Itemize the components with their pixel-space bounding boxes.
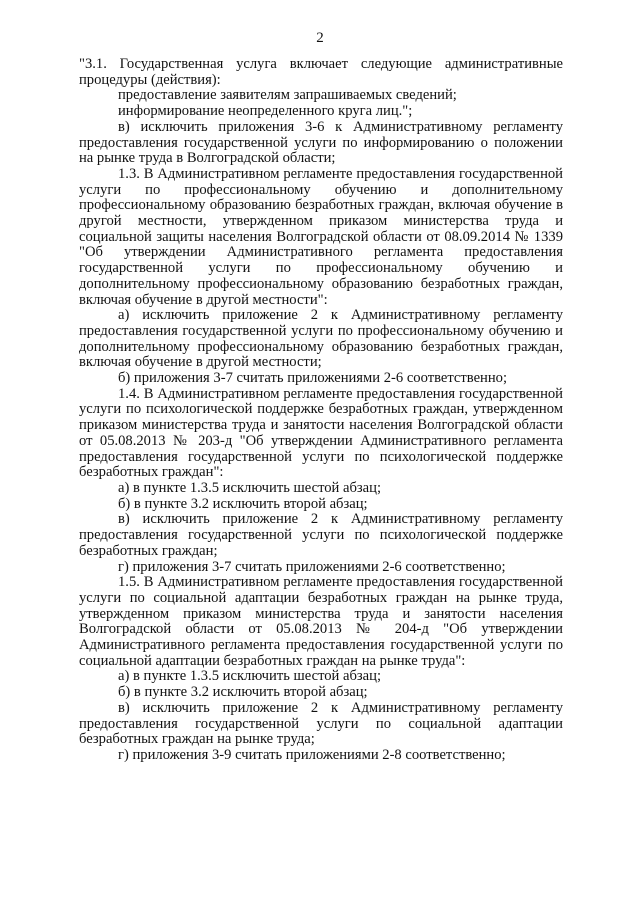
paragraph: а) в пункте 1.3.5 исключить шестой абзац; bbox=[118, 479, 382, 496]
paragraph: "3.1. Государственная услуга включает следующие административные процедуры (действия): bbox=[79, 56, 563, 88]
paragraph: в) исключить приложение 2 к Административному регламенту предоставления государственной услуги по психологической поддержке безработных граждан; bbox=[79, 511, 563, 559]
paragraph: 1.5. В Административном регламенте предоставления государственной услуги по социальной адаптации безработных граждан на рынке труда, утвержденном приказом министерства труда и занятости населения Волгоградской области от 05.08.2013 № 204-д "Об утверждении Административного регламента предоставления государственной услуги по социальной адаптации безработных граждан на рынке труда": bbox=[79, 574, 563, 669]
page-number: 2 bbox=[316, 30, 324, 46]
paragraph: г) приложения 3-9 считать приложениями 2-8 соответственно; bbox=[118, 746, 506, 763]
paragraph: в) исключить приложение 2 к Административному регламенту предоставления государственной услуги по социальной адаптации безработных граждан на рынке труда; bbox=[79, 699, 563, 748]
paragraph: информирование неопределенного круга лиц."; bbox=[118, 103, 413, 120]
paragraph: в) исключить приложения 3-6 к Административному регламенту предоставления государственной услуги по информированию о положении на рынке труда в Волгоградской области; bbox=[79, 118, 563, 167]
paragraph: б) в пункте 3.2 исключить второй абзац; bbox=[118, 495, 368, 512]
paragraph: а) в пункте 1.3.5 исключить шестой абзац; bbox=[118, 668, 382, 685]
paragraph: б) в пункте 3.2 исключить второй абзац; bbox=[118, 684, 368, 701]
paragraph: г) приложения 3-7 считать приложениями 2-6 соответственно; bbox=[118, 558, 506, 575]
paragraph: 1.4. В Административном регламенте предоставления государственной услуги по психологической поддержке безработных граждан, утвержденном приказом министерства труда и занятости населения Волгоградской области от 05.08.2013 № 203-д "Об утверждении Административного регламента предоставления государственной услуги по психологической поддержке безработных граждан": bbox=[79, 385, 563, 481]
paragraph: а) исключить приложение 2 к Административному регламенту предоставления государственной услуги по профессиональному обучению и дополнительному профессиональному образованию безработных граждан, включая обучение в другой местности; bbox=[79, 307, 563, 371]
paragraph: 1.3. В Административном регламенте предоставления государственной услуги по профессиональному обучению и дополнительному профессиональному образованию безработных граждан, включая обучение в другой местности, утвержденном приказом министерства труда и социальной защиты населения Волгоградской области от 08.09.2014 № 1339 "Об утверждении Административного регламента предоставления государственной услуги по профессиональному обучению и дополнительному профессиональному образованию безработных граждан, включая обучение в другой местности": bbox=[79, 165, 563, 308]
paragraph: предоставление заявителям запрашиваемых сведений; bbox=[118, 87, 457, 104]
document-body bbox=[79, 57, 563, 764]
paragraph: б) приложения 3-7 считать приложениями 2-6 соответственно; bbox=[118, 370, 508, 387]
